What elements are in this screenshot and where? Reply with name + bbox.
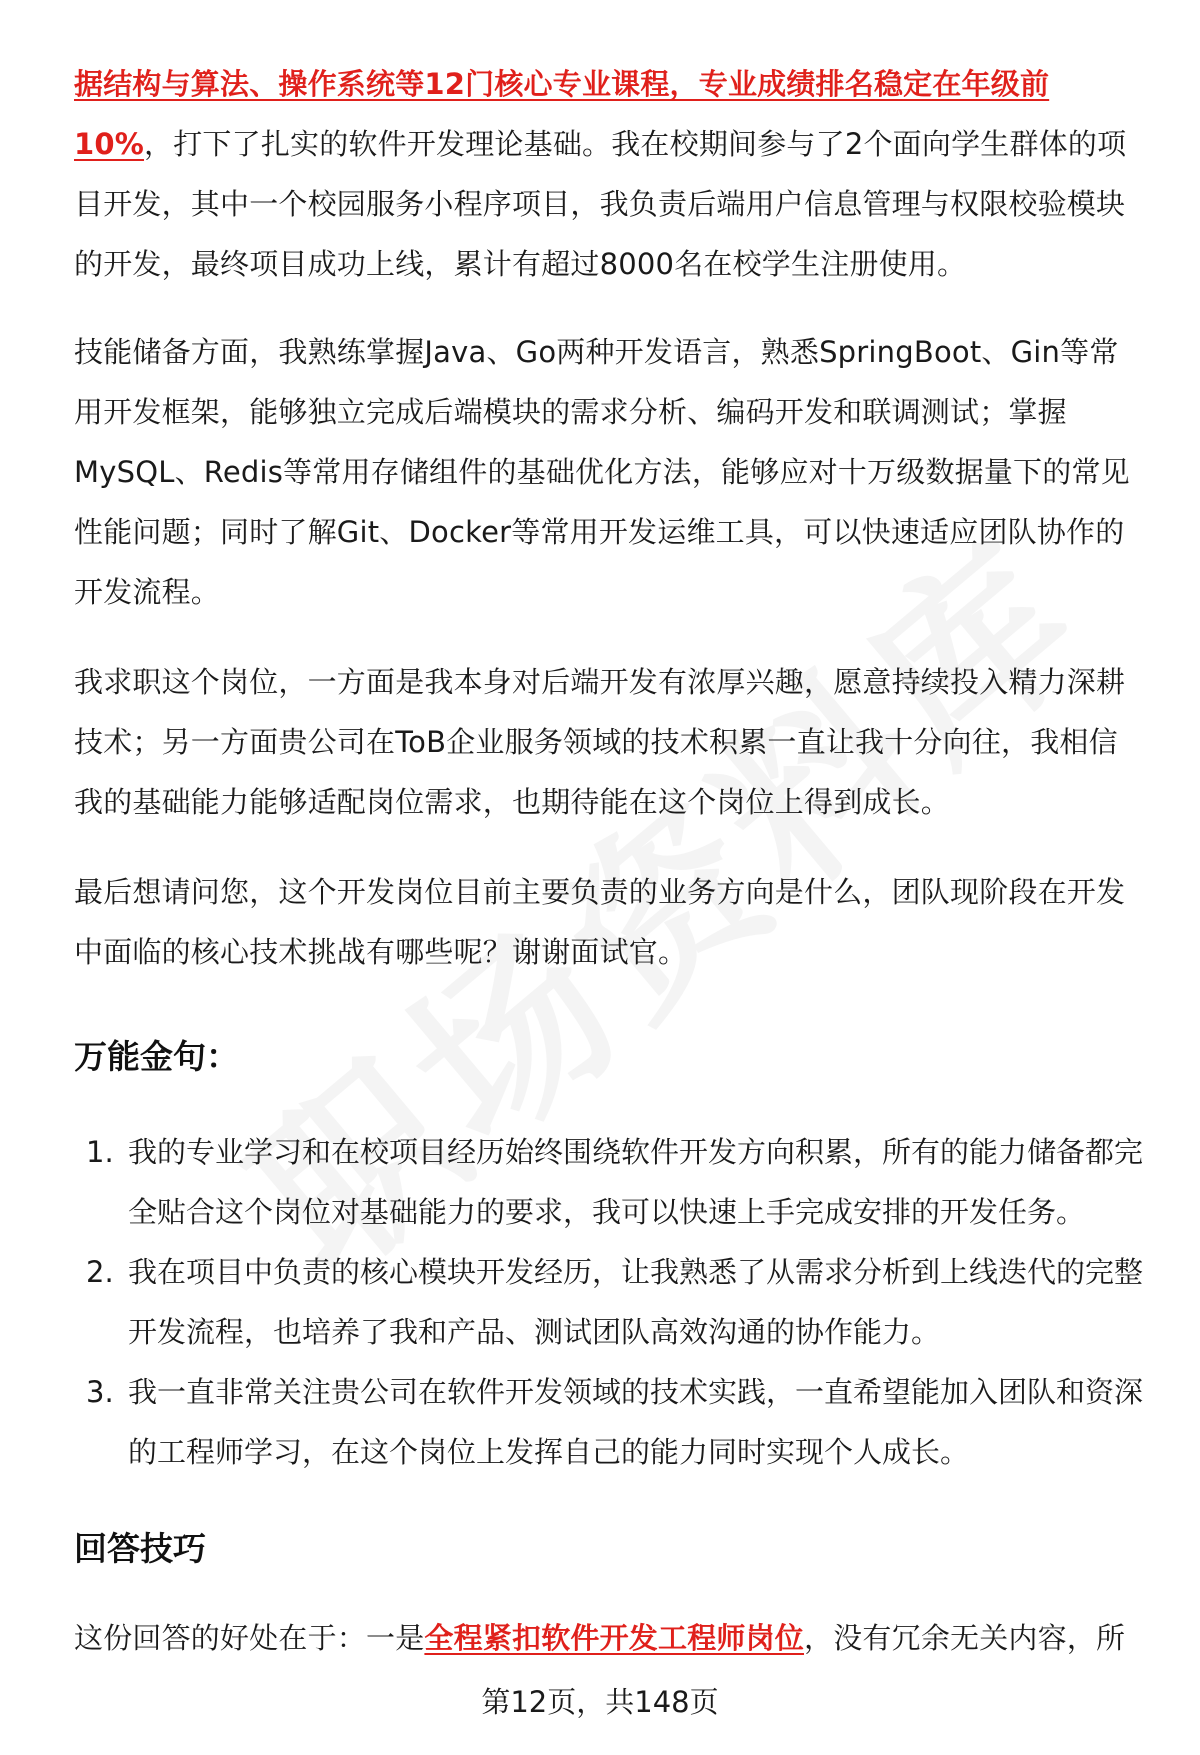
list-number: 3. [86,1375,114,1409]
quotes-list [74,1122,1144,1482]
list-item-text: 我在项目中负责的核心模块开发经历，让我熟悉了从需求分析到上线迭代的完整开发流程，也培养了我和产品、测试团队高效沟通的协作能力。 [128,1255,1144,1349]
list-item-text: 我一直非常关注贵公司在软件开发领域的技术实践，一直希望能加入团队和资深的工程师学习，在这个岗位上发挥自己的能力同时实现个人成长。 [128,1375,1144,1469]
paragraph-motivation: 我求职这个岗位，一方面是我本身对后端开发有浓厚兴趣，愿意持续投入精力深耕技术；另一方面贵公司在ToB企业服务领域的技术积累一直让我十分向往，我相信我的基础能力能够适配岗位需求，也期待能在这个岗位上得到成长。 [74,665,1126,819]
paragraph-education-text: ，打下了扎实的软件开发理论基础。我在校期间参与了2个面向学生群体的项目开发，其中一个校园服务小程序项目，我负责后端用户信息管理与权限校验模块的开发，最终项目成功上线，累计有超过8000名在校学生注册使用。 [74,127,1127,281]
highlight-education: 据结构与算法、操作系统等12门核心专业课程，专业成绩排名稳定在年级前10% [74,67,1050,161]
heading-quotes: 万能金句： [74,1037,239,1076]
tips-prefix: 这份回答的好处在于：一是 [74,1621,425,1655]
heading-tips: 回答技巧 [74,1529,206,1568]
list-item-text: 我的专业学习和在校项目经历始终围绕软件开发方向积累，所有的能力储备都完全贴合这个岗位对基础能力的要求，我可以快速上手完成安排的开发任务。 [128,1135,1144,1229]
page-number: 第12页，共148页 [481,1685,719,1719]
document-page [74,54,1144,1698]
paragraph-tips [74,1608,1144,1668]
list-item [74,1362,1144,1482]
list-item [74,1122,1144,1242]
highlight-tips: 全程紧扣软件开发工程师岗位 [424,1621,805,1655]
paragraph-skills: 技能储备方面，我熟练掌握Java、Go两种开发语言，熟悉SpringBoot、Gin等常用开发框架，能够独立完成后端模块的需求分析、编码开发和联调测试；掌握MySQL、Redis等常用存储组件的基础优化方法，能够应对十万级数据量下的常见性能问题；同时了解Git、Docker等常用开发运维工具，可以快速适应团队协作的开发流程。 [74,335,1130,609]
list-item [74,1242,1144,1362]
list-number: 2. [86,1255,114,1289]
paragraph-question: 最后想请问您，这个开发岗位目前主要负责的业务方向是什么，团队现阶段在开发中面临的核心技术挑战有哪些呢？谢谢面试官。 [74,875,1126,969]
tips-suffix: ，没有冗余无关内容，所 [804,1621,1126,1655]
list-number: 1. [86,1135,114,1169]
paragraph-education [74,54,1144,294]
